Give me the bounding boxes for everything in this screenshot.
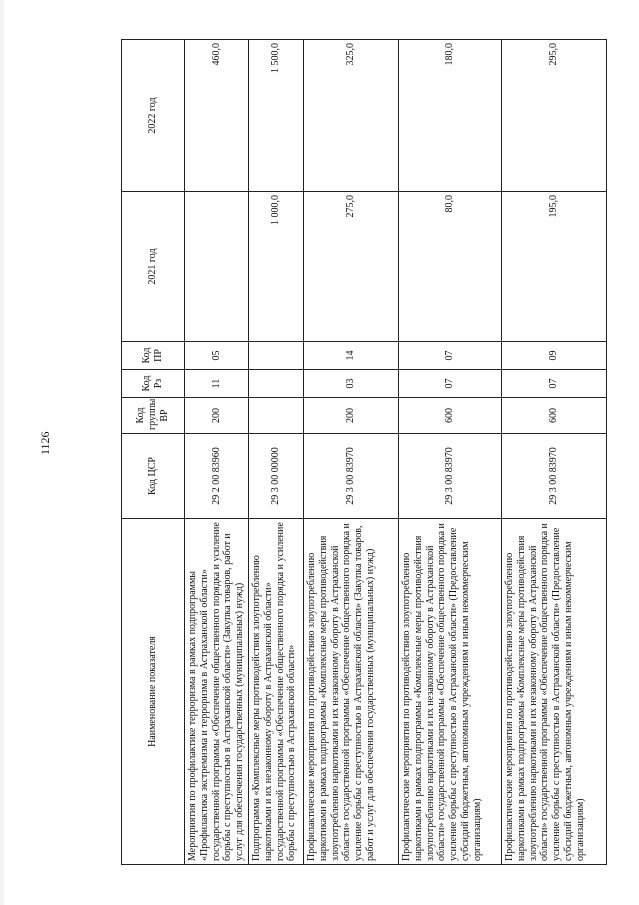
table-row [303, 40, 398, 865]
row-name: Профилактические мероприятия по противодействию злоупотреблению наркотиками в рамках подпрограммы «Комплексные меры противодействия злоупотреблению наркотиками и их незаконному обороту в Астраханской области» государственной программы «Обеспечение общественного порядка и усиление борьбы с преступностью в Астраханской области» (Предоставление субсидий бюджетным, автономным учреждениям и иным некоммерческим организациям) [398, 519, 501, 865]
row-vr: 600 [501, 398, 606, 434]
row-2022: 460,0 [185, 40, 249, 192]
budget-table-rotated [121, 40, 600, 865]
row-pr: 05 [185, 342, 249, 370]
row-csr: 29 3 00 83970 [303, 434, 398, 519]
row-2022: 1 500,0 [248, 40, 303, 192]
row-name: Подпрограмма «Комплексные меры противодействия злоупотреблению наркотиками и их незаконному обороту в Астраханской области» государственной программы «Обеспечение общественного порядка и усиление борьбы с преступностью в Астраханской области» [248, 519, 303, 865]
header-csr: Код ЦСР [122, 434, 185, 519]
row-2021: 80,0 [398, 192, 501, 342]
table-row [398, 40, 501, 865]
page-number: 1126 [38, 431, 52, 455]
row-rz: 07 [398, 370, 501, 398]
row-2021: 275,0 [303, 192, 398, 342]
row-rz: 07 [501, 370, 606, 398]
row-2022: 325,0 [303, 40, 398, 192]
row-vr: 200 [185, 398, 249, 434]
row-csr: 29 3 00 00000 [248, 434, 303, 519]
header-2022: 2022 год [122, 40, 185, 192]
row-rz: 03 [303, 370, 398, 398]
header-pr: Код ПР [122, 342, 185, 370]
row-pr [248, 342, 303, 370]
header-vr: Код группы ВР [122, 398, 185, 434]
row-2021 [185, 192, 249, 342]
row-pr: 14 [303, 342, 398, 370]
row-vr [248, 398, 303, 434]
row-vr: 600 [398, 398, 501, 434]
row-csr: 29 2 00 83960 [185, 434, 249, 519]
row-2021: 1 000,0 [248, 192, 303, 342]
row-csr: 29 3 00 83970 [398, 434, 501, 519]
table-row [185, 40, 249, 865]
row-csr: 29 3 00 83970 [501, 434, 606, 519]
header-2021: 2021 год [122, 192, 185, 342]
header-rz: Код Рз [122, 370, 185, 398]
row-rz [248, 370, 303, 398]
header-row [122, 40, 185, 865]
table-row [248, 40, 303, 865]
row-2022: 295,0 [501, 40, 606, 192]
row-2021: 195,0 [501, 192, 606, 342]
header-name: Наименование показателя [122, 519, 185, 865]
table-row [501, 40, 606, 865]
row-name: Мероприятия по профилактике терроризма в рамках подпрограммы «Профилактика экстремизма и терроризма в Астраханской области» государственной программы «Обеспечение общественного порядка и усиление борьбы с преступностью в Астраханской области» (Закупка товаров, работ и услуг для обеспечения государственных (муниципальных) нужд) [185, 519, 249, 865]
row-pr: 07 [398, 342, 501, 370]
row-name: Профилактические мероприятия по противодействию злоупотреблению наркотиками в рамках подпрограммы «Комплексные меры противодействия злоупотреблению наркотиками и их незаконному обороту в Астраханской области» государственной программы «Обеспечение общественного порядка и усиление борьбы с преступностью в Астраханской области» (Закупка товаров, работ и услуг для обеспечения государственных (муниципальных) нужд) [303, 519, 398, 865]
row-2022: 180,0 [398, 40, 501, 192]
row-rz: 11 [185, 370, 249, 398]
budget-table [121, 39, 607, 865]
scan-edge [0, 0, 4, 905]
row-name: Профилактические мероприятия по противодействию злоупотреблению наркотиками в рамках подпрограммы «Комплексные меры противодействия злоупотреблению наркотиками и их незаконному обороту в Астраханской области» государственной программы «Обеспечение общественного порядка и усиление борьбы с преступностью в Астраханской области» (Предоставление субсидий бюджетным, автономным учреждениям и иным некоммерческим организациям) [501, 519, 606, 865]
row-vr: 200 [303, 398, 398, 434]
row-pr: 09 [501, 342, 606, 370]
